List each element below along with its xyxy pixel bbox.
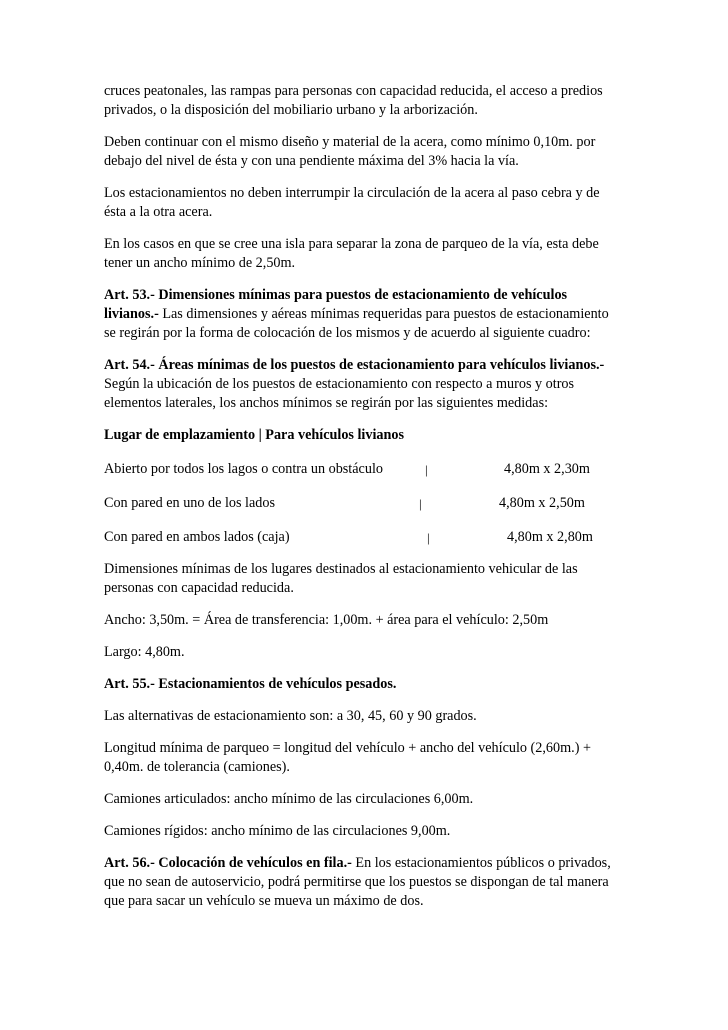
article-56-text: En los estacionamientos públicos o privados, que no sean de autoservicio, podrá permitirse que los puestos se dispongan de tal manera que para sacar un vehículo se mueva un máximo de dos.: [104, 855, 611, 909]
paragraph-rigid-trucks: Camiones rígidos: ancho mínimo de las circulaciones 9,00m.: [104, 823, 451, 839]
article-54-title: Art. 54.- Áreas mínimas de los puestos de estacionamiento para vehículos livianos.-: [104, 357, 605, 373]
table-cell-place: Con pared en ambos lados (caja): [104, 529, 290, 545]
article-53: [104, 286, 624, 343]
article-53-text: Las dimensiones y aéreas mínimas requeridas para puestos de estacionamiento se regirán por la forma de colocación de los mismos y de acuerdo al siguiente cuadro:: [104, 306, 609, 341]
paragraph-width: Ancho: 3,50m. = Área de transferencia: 1,00m. + área para el vehículo: 2,50m: [104, 612, 549, 628]
article-54: [104, 356, 624, 413]
table-cell-size: 4,80m x 2,50m: [499, 495, 585, 511]
table-row: [104, 460, 624, 479]
paragraph-parking-circulation: Los estacionamientos no deben interrumpir la circulación de la acera al paso cebra y de ésta a la otra acera.: [104, 185, 600, 220]
paragraph-min-length: Longitud mínima de parqueo = longitud del vehículo + ancho del vehículo (2,60m.) + 0,40m. de tolerancia (camiones).: [104, 740, 591, 775]
table-cell-size: 4,80m x 2,80m: [507, 529, 593, 545]
table-row: [104, 494, 624, 513]
table-separator: |: [427, 530, 430, 545]
paragraph-reduced-capacity: Dimensiones mínimas de los lugares destinados al estacionamiento vehicular de las personas con capacidad reducida.: [104, 561, 578, 596]
article-54-text: Según la ubicación de los puestos de estacionamiento con respecto a muros y otros elementos laterales, los anchos mínimos se regirán por las siguientes medidas:: [104, 376, 575, 411]
table-separator: |: [425, 462, 428, 477]
paragraph-articulated-trucks: Camiones articulados: ancho mínimo de las circulaciones 6,00m.: [104, 791, 474, 807]
table-header: Lugar de emplazamiento | Para vehículos livianos: [104, 427, 405, 443]
document-page: [104, 82, 624, 924]
table-cell-place: Abierto por todos los lagos o contra un obstáculo: [104, 461, 383, 477]
article-56-title: Art. 56.- Colocación de vehículos en fila.-: [104, 855, 352, 871]
table-cell-place: Con pared en uno de los lados: [104, 495, 276, 511]
article-56: [104, 854, 624, 911]
table-row: [104, 528, 624, 547]
table-cell-size: 4,80m x 2,30m: [504, 461, 590, 477]
paragraph-length: Largo: 4,80m.: [104, 644, 185, 660]
paragraph-island-width: En los casos en que se cree una isla para separar la zona de parqueo de la vía, esta debe tener un ancho mínimo de 2,50m.: [104, 236, 599, 271]
paragraph-sidewalk-crossings: cruces peatonales, las rampas para personas con capacidad reducida, el acceso a predios privados, o la disposición del mobiliario urbano y la arborización.: [104, 83, 603, 118]
paragraph-design-material: Deben continuar con el mismo diseño y material de la acera, como mínimo 0,10m. por debajo del nivel de ésta y con una pendiente máxima del 3% hacia la vía.: [104, 134, 596, 169]
paragraph-parking-angles: Las alternativas de estacionamiento son: a 30, 45, 60 y 90 grados.: [104, 708, 477, 724]
article-53-title: Art. 53.- Dimensiones mínimas para puestos de estacionamiento de vehículos livianos.-: [104, 287, 568, 322]
table-separator: |: [419, 496, 422, 511]
article-55-title: Art. 55.- Estacionamientos de vehículos pesados.: [104, 676, 397, 692]
